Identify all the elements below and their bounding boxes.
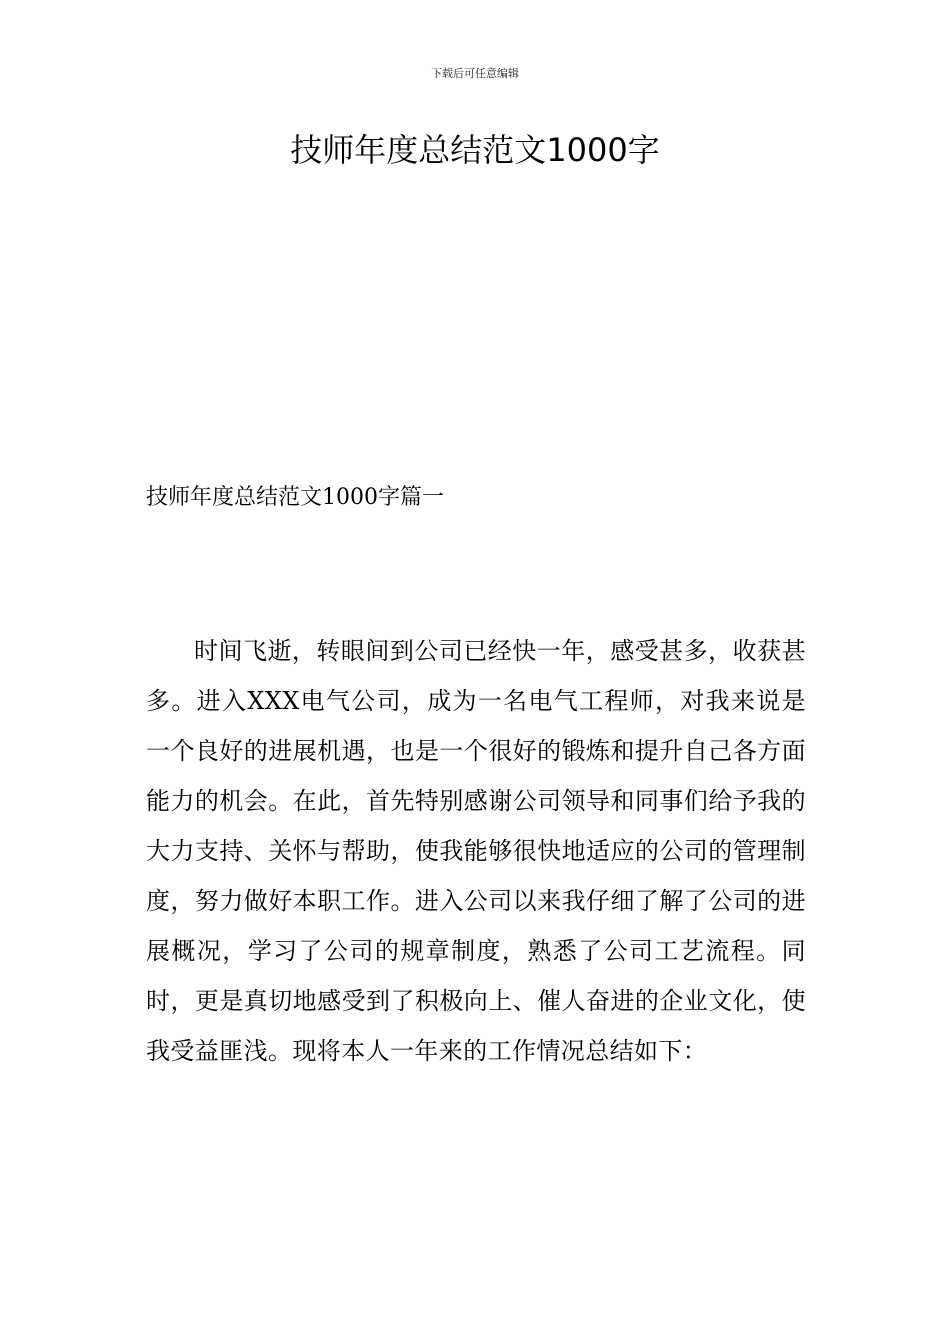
body-paragraph: 时间飞逝，转眼间到公司已经快一年，感受甚多，收获甚多。进入XXX电气公司，成为一名电气工程师，对我来说是一个良好的进展机遇，也是一个很好的锻炼和提升自己各方面能力的机会。在此，首先特别感谢公司领导和同事们给予我的大力支持、关怀与帮助，使我能够很快地适应的公司的管理制度，努力做好本职工作。进入公司以来我仔细了解了公司的进展概况，学习了公司的规章制度，熟悉了公司工艺流程。同时，更是真切地感受到了积极向上、催人奋进的企业文化，使我受益匪浅。现将本人一年来的工作情况总结如下： (146, 637, 806, 1065)
header-note: 下载后可任意编辑 (431, 67, 519, 80)
section-heading: 技师年度总结范文1000字篇一 (146, 485, 444, 510)
document-title: 技师年度总结范文1000字 (290, 131, 660, 169)
